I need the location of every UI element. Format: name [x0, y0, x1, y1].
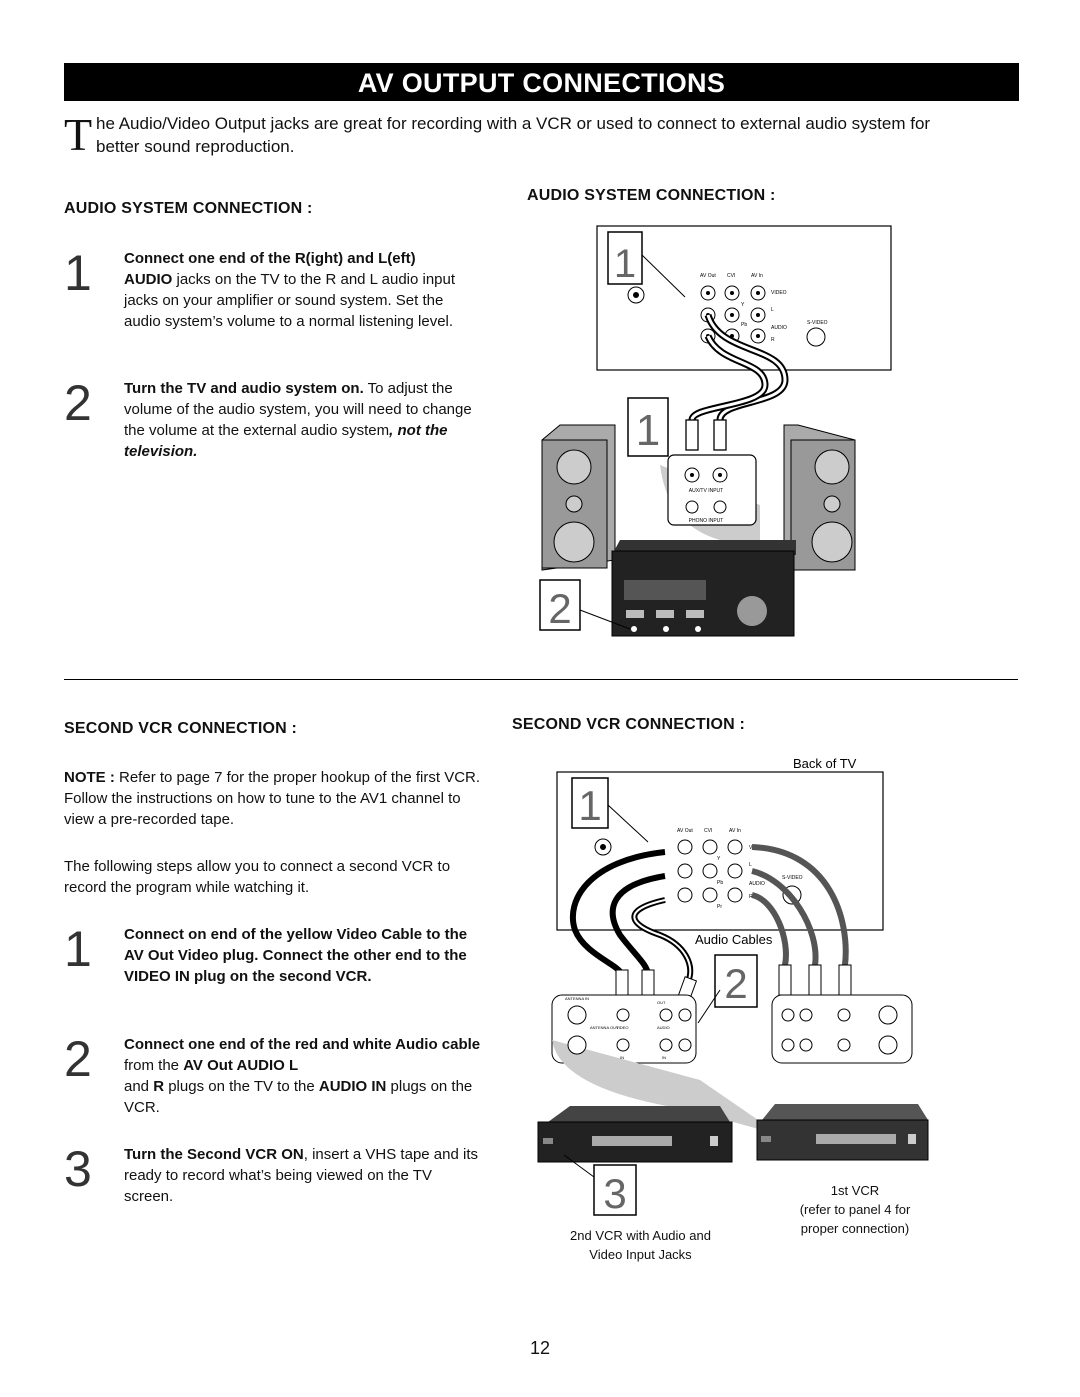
- jack-label: AUDIO: [771, 325, 787, 331]
- caption-line: 1st VCR: [830, 1183, 880, 1198]
- step-bold-text: AV Out AUDIO L: [183, 1057, 299, 1074]
- step-plain-text: To adjust the volume of the audio system, you will need to change the volume at the external audio system: [124, 380, 472, 439]
- intro-line-1: he Audio/Video Output jacks are great for recording with a VCR or used to connect to external audio system for: [96, 114, 931, 133]
- jack-label: Pr: [717, 904, 722, 910]
- receiver-jack-pin: [718, 473, 722, 477]
- step-bold-text: Turn the TV and audio system on.: [124, 380, 364, 397]
- receiver-label: AUX/TV INPUT: [688, 488, 724, 494]
- step-bold-text: Connect one end of the R(ight) and L(eft): [124, 250, 416, 267]
- receiver-label: PHONO INPUT: [688, 518, 724, 524]
- jack-label: CVI: [727, 273, 736, 279]
- audio-heading-right: AUDIO SYSTEM CONNECTION :: [527, 187, 776, 204]
- receiver-jack: [686, 501, 698, 513]
- audio-system-diagram: [520, 215, 900, 645]
- rca-plug: [809, 965, 821, 995]
- caption-line: 2nd VCR with Audio and: [570, 1228, 711, 1243]
- vcr-panel-label: AUDIO: [657, 1025, 670, 1030]
- page-number: 12: [529, 1338, 551, 1358]
- jack-label: AUDIO: [749, 881, 765, 887]
- jack-label: AV Out: [700, 273, 716, 279]
- step-number: 2: [64, 375, 92, 431]
- speaker-left: [542, 425, 615, 570]
- step-text: [124, 248, 484, 332]
- page-title-banner: [64, 63, 1019, 101]
- rca-plug: [779, 965, 791, 995]
- section-divider: [64, 679, 1018, 680]
- callout-number: 2: [724, 960, 748, 1007]
- step-plain-text: jacks on the TV to the R and L audio input jacks on your amplifier or sound system. Set the audio system’s volume to a normal listening level.: [124, 271, 456, 330]
- callout-pointer: [564, 1155, 594, 1177]
- step-bold-text: Connect one end of the red and white Audio cable: [124, 1036, 481, 1053]
- caption-line: proper connection): [800, 1221, 910, 1236]
- jack-label: Pb: [741, 322, 748, 328]
- vcr-heading-left: SECOND VCR CONNECTION :: [64, 720, 298, 737]
- audio-cables-label: Audio Cables: [695, 932, 773, 947]
- step-bold-text: Turn the Second VCR ON: [124, 1146, 304, 1163]
- step-plain-text: , insert a VHS tape and its ready to record what’s being viewed on the TV screen.: [124, 1146, 478, 1205]
- vcr-panel-label: OUT: [657, 1000, 666, 1005]
- vcr-heading-right: SECOND VCR CONNECTION :: [512, 716, 746, 733]
- vcr-panel-label: IN: [662, 1055, 666, 1060]
- jack-label: AV In: [729, 828, 741, 834]
- step-text: [124, 1144, 484, 1207]
- jack-label: CVI: [704, 828, 713, 834]
- jack-label: AV Out: [677, 828, 693, 834]
- jack-label: S-VIDEO: [807, 320, 828, 326]
- vcr-note: [64, 767, 484, 830]
- step-number: 2: [64, 1031, 92, 1087]
- jack-label: L: [749, 862, 752, 868]
- vcr-intro-paragraph: The following steps allow you to connect a second VCR to record the program while watching it.: [64, 858, 451, 896]
- first-vcr-caption: [770, 1181, 940, 1238]
- vcr-panel-label: ANTENNA IN: [565, 996, 590, 1001]
- note-label: NOTE :: [64, 769, 115, 786]
- jack-label: Y: [741, 302, 745, 308]
- note-text: Refer to page 7 for the proper hookup of the first VCR. Follow the instructions on how to tune to the AV1 channel to view a pre-recorded tape.: [64, 769, 481, 828]
- step-plain-text: and: [124, 1078, 154, 1095]
- step-number: 1: [64, 245, 92, 301]
- step-bold-text: AUDIO IN: [318, 1078, 387, 1095]
- receiver-jack: [714, 501, 726, 513]
- vcr-panel-label: ANTENNA OUT: [590, 1025, 619, 1030]
- jack-label: AV In: [751, 273, 763, 279]
- step-plain-text: from the: [124, 1057, 184, 1074]
- jack-label: L: [771, 307, 774, 313]
- jack-label: S-VIDEO: [782, 875, 803, 881]
- second-vcr-diagram: [530, 750, 930, 1180]
- caption-line: Video Input Jacks: [589, 1247, 692, 1262]
- second-vcr-caption: [548, 1226, 733, 1264]
- jack-label: R: [749, 894, 753, 900]
- callout-number: 3: [603, 1170, 627, 1217]
- back-of-tv-label: Back of TV: [793, 756, 857, 771]
- jack-label: VIDEO: [749, 845, 765, 851]
- jack-label: VIDEO: [771, 290, 787, 296]
- step-plain-text: plugs on the TV to the: [164, 1078, 319, 1095]
- jack-label: Pb: [717, 880, 724, 886]
- callout-number: 2: [548, 585, 572, 632]
- intro-line-2: better sound reproduction.: [96, 137, 295, 156]
- audio-heading-left: AUDIO SYSTEM CONNECTION :: [64, 200, 313, 217]
- callout-number: 1: [578, 782, 602, 829]
- jack-label: Y: [717, 856, 721, 862]
- antenna-jack-pin: [633, 292, 639, 298]
- caption-line: (refer to panel 4 for: [799, 1202, 911, 1217]
- step-plain-text: plugs on the VCR.: [124, 1078, 473, 1116]
- antenna-jack-pin: [600, 844, 606, 850]
- stereo-receiver: [612, 540, 796, 636]
- step-bold-text: AUDIO: [124, 271, 173, 288]
- step-bold-text: R: [153, 1078, 165, 1095]
- step-text: [124, 924, 484, 987]
- first-vcr-unit: [757, 1104, 928, 1160]
- step-number: 1: [64, 921, 92, 977]
- rca-plug: [839, 965, 851, 995]
- vcr-panel-label: VIDEO: [616, 1025, 629, 1030]
- receiver-jack-pin: [690, 473, 694, 477]
- callout-number: 1: [635, 406, 661, 455]
- page-title: AV OUTPUT CONNECTIONS: [357, 68, 726, 98]
- callout-3: [560, 1145, 640, 1225]
- rca-plug: [686, 420, 698, 450]
- drop-cap: T: [64, 109, 93, 160]
- rca-plug: [714, 420, 726, 450]
- jack-label: R: [771, 337, 775, 343]
- step-text: [124, 1034, 484, 1118]
- step-number: 3: [64, 1141, 92, 1197]
- callout-number: 1: [613, 242, 637, 286]
- step-bold-text: Connect on end of the yellow Video Cable to the AV Out Video plug. Connect the other end to the VIDEO IN plug on the second VCR.: [124, 926, 468, 985]
- step-bold-italic-text: , not the television.: [124, 422, 448, 460]
- vcr-panel-label: IN: [620, 1055, 624, 1060]
- step-text: [124, 378, 484, 462]
